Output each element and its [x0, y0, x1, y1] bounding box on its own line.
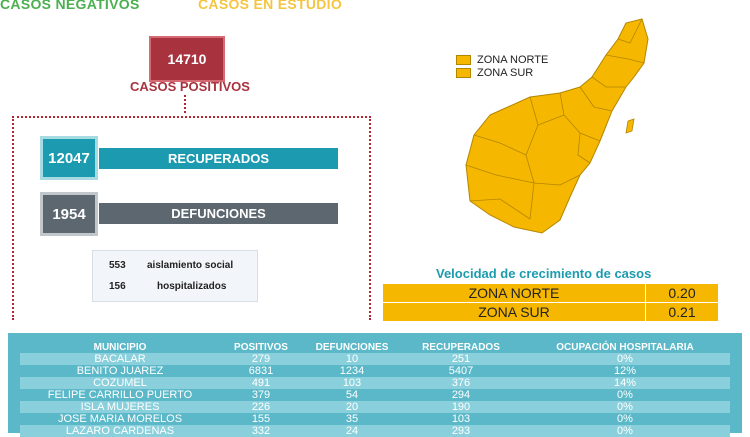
table-cell: 24	[302, 425, 402, 437]
negative-cases-label: CASOS NEGATIVOS	[0, 0, 140, 12]
table-cell: 190	[402, 401, 520, 413]
table-cell: 379	[220, 389, 302, 401]
table-cell: 293	[402, 425, 520, 437]
column-header: DEFUNCIONES	[315, 341, 389, 353]
isolation-label: aislamiento social	[147, 260, 234, 271]
deaths-count: 1954	[40, 192, 98, 236]
growth-value-cell: 0.21	[646, 303, 719, 322]
connector-line	[184, 95, 186, 113]
map-legend	[456, 53, 548, 79]
hospitalized-count: 156	[109, 281, 126, 292]
hospitalized-label: hospitalizados	[157, 281, 227, 292]
table-cell: 1234	[302, 365, 402, 377]
table-cell: 294	[402, 389, 520, 401]
table-row	[20, 353, 730, 365]
table-cell: 332	[220, 425, 302, 437]
table-cell: 103	[402, 413, 520, 425]
recovered-count: 12047	[40, 136, 98, 180]
growth-row-north	[383, 284, 719, 303]
deaths-label: DEFUNCIONES	[99, 203, 338, 224]
recovered-label: RECUPERADOS	[99, 148, 338, 169]
legend-label-north: ZONA NORTE	[477, 53, 549, 66]
table-row	[20, 365, 730, 377]
column-header: MUNICIPIO	[93, 341, 147, 353]
isolation-count: 553	[109, 260, 126, 271]
table-cell: JOSE MARIA MORELOS	[20, 413, 220, 425]
legend-item-south	[456, 66, 548, 79]
isolation-panel	[92, 250, 258, 302]
table-row	[20, 389, 730, 401]
table-cell: 0%	[520, 401, 730, 413]
table-cell: 376	[402, 377, 520, 389]
table-row	[20, 413, 730, 425]
table-cell: 226	[220, 401, 302, 413]
table-cell: 0%	[520, 425, 730, 437]
legend-swatch-north	[456, 55, 471, 65]
municipality-panel	[8, 333, 742, 437]
table-cell: 35	[302, 413, 402, 425]
table-row	[20, 425, 730, 437]
table-cell: 14%	[520, 377, 730, 389]
table-cell: BACALAR	[20, 353, 220, 365]
growth-row-south	[383, 303, 719, 322]
table-row	[20, 377, 730, 389]
legend-label-south: ZONA SUR	[477, 66, 534, 79]
column-header: RECUPERADOS	[422, 341, 500, 353]
growth-zone-cell: ZONA SUR	[383, 303, 646, 322]
growth-value-cell: 0.20	[646, 284, 719, 303]
table-cell: COZUMEL	[20, 377, 220, 389]
map-header-divider	[430, 0, 710, 3]
cases-under-study-label: CASOS EN ESTUDIO	[198, 0, 343, 12]
table-cell: 54	[302, 389, 402, 401]
growth-speed-title: Velocidad de crecimiento de casos	[436, 266, 652, 281]
legend-item-north	[456, 53, 548, 66]
table-cell: 0%	[520, 389, 730, 401]
state-zone-map	[430, 15, 650, 255]
table-cell: 0%	[520, 353, 730, 365]
table-cell: 6831	[220, 365, 302, 377]
column-header: POSITIVOS	[234, 341, 288, 353]
growth-speed-table	[382, 283, 719, 322]
table-row	[20, 401, 730, 413]
table-cell: 20	[302, 401, 402, 413]
positive-cases-count: 14710	[149, 36, 225, 82]
municipality-header-row	[20, 341, 730, 353]
table-cell: 155	[220, 413, 302, 425]
table-cell: 491	[220, 377, 302, 389]
cozumel-island	[626, 119, 634, 133]
table-cell: 5407	[402, 365, 520, 377]
column-header: OCUPACIÓN HOSPITALARIA	[556, 341, 694, 353]
zone-map-shape	[466, 19, 648, 233]
table-cell: FELIPE CARRILLO PUERTO	[20, 389, 220, 401]
legend-swatch-south	[456, 68, 471, 78]
positive-cases-label: CASOS POSITIVOS	[130, 79, 250, 94]
table-cell: 0%	[520, 413, 730, 425]
table-cell: 10	[302, 353, 402, 365]
municipality-table	[20, 341, 730, 437]
table-cell: BENITO JUAREZ	[20, 365, 220, 377]
table-cell: 103	[302, 377, 402, 389]
table-cell: 12%	[520, 365, 730, 377]
table-cell: ISLA MUJERES	[20, 401, 220, 413]
table-cell: 279	[220, 353, 302, 365]
growth-zone-cell: ZONA NORTE	[383, 284, 646, 303]
table-cell: 251	[402, 353, 520, 365]
table-cell: LAZARO CARDENAS	[20, 425, 220, 437]
